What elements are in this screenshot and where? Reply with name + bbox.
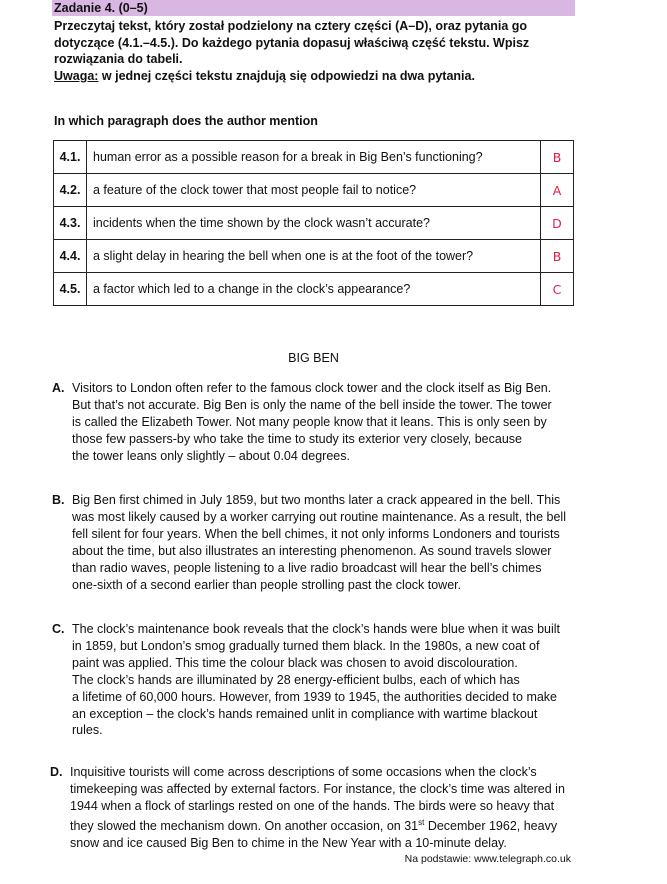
paragraph-letter: A.: [52, 381, 65, 395]
paragraph-line: they slowed the mechanism down. On another occasion, on 31st December 1962, heavy: [70, 817, 558, 833]
source-citation: Na podstawie: www.telegraph.co.uk: [404, 853, 571, 865]
paragraph-line: an exception – the clock’s hands remained unlit in compliance with wartime blackout: [72, 706, 538, 721]
paragraph-line: Big Ben first chimed in July 1859, but two months later a crack appeared in the bell. This: [72, 493, 561, 507]
task-instructions: [54, 18, 574, 84]
question-prompt: In which paragraph does the author mention: [54, 114, 318, 128]
question-text: human error as a possible reason for a break in Big Ben’s functioning?: [87, 141, 541, 174]
paragraph-line: The clock’s hands are illuminated by 28 energy-efficient bulbs, each of which has: [72, 672, 520, 687]
answer-cell[interactable]: B: [541, 240, 574, 273]
table-row: [54, 273, 574, 306]
question-number: 4.1.: [54, 141, 87, 174]
paragraph-line: those few passers-by who take the time to study its exterior very closely, because: [72, 431, 522, 446]
paragraph-line: timekeeping was affected by external factors. For instance, the clock’s time was altered in: [70, 781, 565, 796]
table-row: [54, 207, 574, 240]
paragraph-line: one-sixth of a second earlier than people strolling past the clock tower.: [72, 577, 462, 592]
paragraph-line: a lifetime of 60,000 hours. However, from 1939 to 1945, the authorities decided to make: [72, 689, 558, 704]
paragraph-letter: C.: [52, 622, 65, 636]
paragraph-letter: B.: [52, 493, 65, 507]
table-row: [54, 240, 574, 273]
question-text: incidents when the time shown by the clock wasn’t accurate?: [87, 207, 541, 240]
paragraph-line: the tower leans only slightly – about 0.04 degrees.: [72, 448, 350, 463]
answer-table: [53, 140, 574, 306]
instructions-text: Przeczytaj tekst, który został podzielony na cztery części (A–D), oraz pytania go dotyczące (4.1.–4.5.). Do każdego pytania dopasuj właściwą część tekstu. Wpisz rozwiązania do tabeli.: [54, 19, 530, 66]
question-number: 4.5.: [54, 273, 87, 306]
paragraph-line: rules.: [72, 723, 103, 738]
answer-cell[interactable]: D: [541, 207, 574, 240]
table-row: [54, 141, 574, 174]
question-text: a slight delay in hearing the bell when one is at the foot of the tower?: [87, 240, 541, 273]
paragraph-line: 1944 when a flock of starlings rested on one of the hands. The birds were so heavy that: [70, 798, 555, 813]
paragraph-line: Visitors to London often refer to the famous clock tower and the clock itself as Big Ben.: [72, 381, 552, 395]
answer-cell[interactable]: B: [541, 141, 574, 174]
question-text: a feature of the clock tower that most people fail to notice?: [87, 174, 541, 207]
paragraph-line: But that’s not accurate. Big Ben is only the name of the bell inside the tower. The tower: [72, 397, 552, 412]
answer-cell[interactable]: A: [541, 174, 574, 207]
paragraph-line: snow and ice caused Big Ben to chime in the New Year with a 10-minute delay.: [70, 835, 507, 850]
paragraph-line: fell silent for four years. When the bell chimes, it not only informs Londoners and tourists: [72, 526, 560, 541]
question-number: 4.3.: [54, 207, 87, 240]
paragraph-line: is called the Elizabeth Tower. Not many people know that it leans. This is only seen by: [72, 414, 547, 429]
table-row: [54, 174, 574, 207]
article-title: BIG BEN: [288, 351, 339, 365]
paragraph-line: paint was applied. This time the colour black was chosen to avoid discolouration.: [72, 655, 518, 670]
answer-cell[interactable]: C: [541, 273, 574, 306]
question-number: 4.4.: [54, 240, 87, 273]
note-label: Uwaga:: [54, 68, 99, 83]
paragraph-line: Inquisitive tourists will come across descriptions of some occasions when the clock’s: [70, 765, 537, 779]
question-text: a factor which led to a change in the clock’s appearance?: [87, 273, 541, 306]
note-text: w jednej części tekstu znajdują się odpowiedzi na dwa pytania.: [98, 68, 475, 83]
paragraph-line: in 1859, but London’s smog gradually turned them black. In the 1980s, a new coat of: [72, 638, 540, 653]
paragraph-line: about the time, but also illustrates an interesting phenomenon. As sound travels slower: [72, 543, 552, 558]
paragraph-line: was most likely caused by a worker carrying out routine maintenance. As a result, the bell: [72, 509, 566, 524]
paragraph-letter: D.: [50, 765, 63, 779]
question-number: 4.2.: [54, 174, 87, 207]
task-title: Zadanie 4. (0–5): [54, 1, 148, 15]
paragraph-line: than radio waves, people listening to a live radio broadcast will hear the bell’s chimes: [72, 560, 542, 575]
paragraph-line: The clock’s maintenance book reveals that the clock’s hands were blue when it was built: [72, 622, 561, 636]
